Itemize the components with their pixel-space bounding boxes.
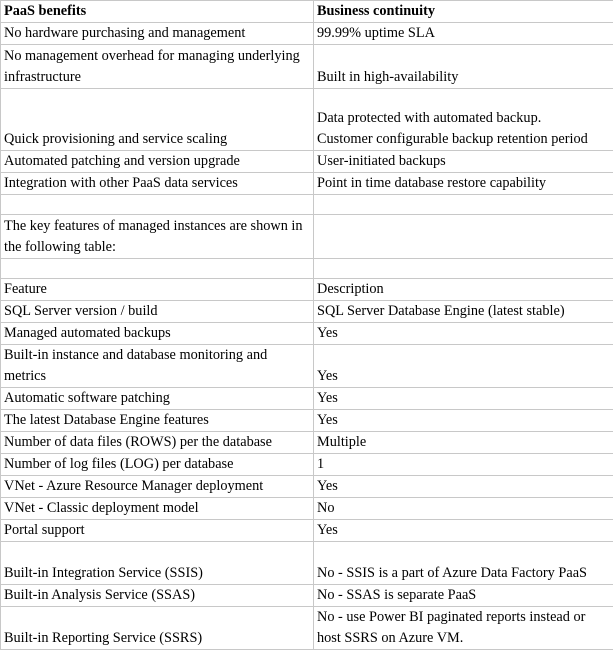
description-cell[interactable]: Multiple: [314, 432, 613, 454]
table-row: [1, 520, 613, 542]
intro-text-cell[interactable]: The key features of managed instances are shown in the following table:: [1, 215, 314, 259]
description-cell[interactable]: No - SSAS is separate PaaS: [314, 585, 613, 607]
feature-cell[interactable]: Automatic software patching: [1, 388, 314, 410]
table-row: [1, 173, 613, 195]
empty-cell[interactable]: [1, 195, 314, 215]
feature-cell[interactable]: Built-in Reporting Service (SSRS): [1, 607, 314, 650]
benefit-cell[interactable]: No hardware purchasing and management: [1, 23, 314, 45]
empty-row: [1, 259, 613, 279]
table-row: [1, 388, 613, 410]
continuity-cell[interactable]: Built in high-availability: [314, 45, 613, 89]
description-cell[interactable]: 1: [314, 454, 613, 476]
header-feature[interactable]: Feature: [1, 279, 314, 301]
header-business-continuity[interactable]: Business continuity: [314, 1, 613, 23]
continuity-cell[interactable]: User-initiated backups: [314, 151, 613, 173]
description-cell[interactable]: Yes: [314, 388, 613, 410]
description-cell[interactable]: Yes: [314, 410, 613, 432]
continuity-cell[interactable]: Data protected with automated backup. Customer configurable backup retention period: [314, 89, 613, 151]
features-header-row: [1, 279, 613, 301]
table-row: [1, 410, 613, 432]
feature-cell[interactable]: Managed automated backups: [1, 323, 314, 345]
description-cell[interactable]: No: [314, 498, 613, 520]
feature-cell[interactable]: Built-in Analysis Service (SSAS): [1, 585, 314, 607]
table-row: [1, 323, 613, 345]
table-row: [1, 498, 613, 520]
table-row: [1, 585, 613, 607]
benefits-header-row: [1, 1, 613, 23]
table-row: [1, 151, 613, 173]
table-row: [1, 476, 613, 498]
empty-cell[interactable]: [314, 195, 613, 215]
empty-cell[interactable]: [314, 259, 613, 279]
description-cell[interactable]: Yes: [314, 476, 613, 498]
benefit-cell[interactable]: Automated patching and version upgrade: [1, 151, 314, 173]
benefit-cell[interactable]: Quick provisioning and service scaling: [1, 89, 314, 151]
continuity-cell[interactable]: Point in time database restore capability: [314, 173, 613, 195]
feature-cell[interactable]: SQL Server version / build: [1, 301, 314, 323]
table-row: [1, 345, 613, 388]
table-row: [1, 89, 613, 151]
table-row: [1, 454, 613, 476]
header-description[interactable]: Description: [314, 279, 613, 301]
feature-cell[interactable]: Built-in instance and database monitoring and metrics: [1, 345, 314, 388]
table-row: [1, 432, 613, 454]
feature-cell[interactable]: VNet - Classic deployment model: [1, 498, 314, 520]
header-paas-benefits[interactable]: PaaS benefits: [1, 1, 314, 23]
table-row: [1, 45, 613, 89]
description-cell[interactable]: No - use Power BI paginated reports instead or host SSRS on Azure VM.: [314, 607, 613, 650]
feature-cell[interactable]: VNet - Azure Resource Manager deployment: [1, 476, 314, 498]
description-cell[interactable]: No - SSIS is a part of Azure Data Factory PaaS: [314, 542, 613, 585]
empty-cell[interactable]: [314, 215, 613, 259]
continuity-cell[interactable]: 99.99% uptime SLA: [314, 23, 613, 45]
intro-row: [1, 215, 613, 259]
empty-row: [1, 195, 613, 215]
feature-cell[interactable]: Number of data files (ROWS) per the database: [1, 432, 314, 454]
benefit-cell[interactable]: Integration with other PaaS data services: [1, 173, 314, 195]
table-row: [1, 607, 613, 650]
description-cell[interactable]: Yes: [314, 345, 613, 388]
feature-cell[interactable]: Portal support: [1, 520, 314, 542]
table-row: [1, 542, 613, 585]
feature-cell[interactable]: The latest Database Engine features: [1, 410, 314, 432]
table-row: [1, 301, 613, 323]
description-cell[interactable]: SQL Server Database Engine (latest stable): [314, 301, 613, 323]
benefit-cell[interactable]: No management overhead for managing underlying infrastructure: [1, 45, 314, 89]
description-cell[interactable]: Yes: [314, 520, 613, 542]
table-row: [1, 23, 613, 45]
feature-cell[interactable]: Number of log files (LOG) per database: [1, 454, 314, 476]
feature-cell[interactable]: Built-in Integration Service (SSIS): [1, 542, 314, 585]
description-cell[interactable]: Yes: [314, 323, 613, 345]
empty-cell[interactable]: [1, 259, 314, 279]
